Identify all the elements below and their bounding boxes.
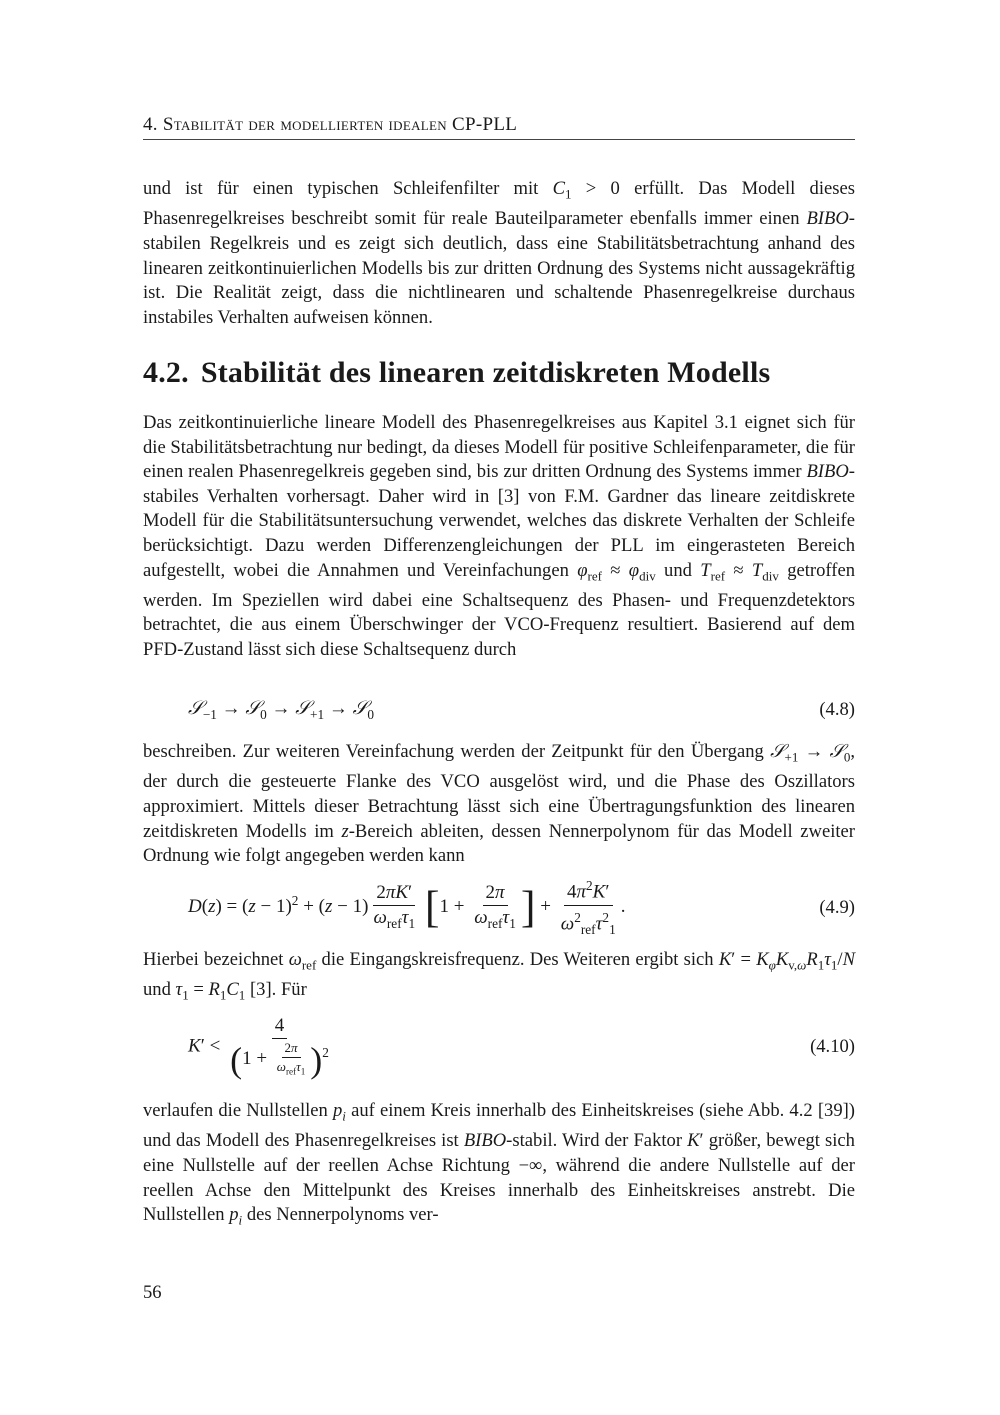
section-number: 4.2. [143,356,189,389]
equation-4-9-number: (4.9) [819,897,855,918]
equation-4-8-body: 𝒮$_{-1}$ → 𝒮$_0$ → 𝒮$_{+1}$ → 𝒮$_0$ [188,698,374,722]
paragraph-4: Hierbei bezeichnet $\omega_{ref}$ die Eingangskreisfrequenz. Des Weiteren ergibt sich $K' = K_\varphi K_{v,\omega}R_1\tau_1/N$ und $\tau_1 = R_1C_1$ [3]. Für [143,949,855,1004]
equation-4-9-body: $D(z) = (z - 1)^2 + (z - 1)$ $\frac{2\pi K'}{\omega_{ref}\tau_1}$ [1 + $\frac{2\pi}{\omega_{ref}\tau_1}$ ] + $\frac{4\pi^2K'}{\omega^2_{ref}\tau^2_1}$ . [188,878,626,937]
equation-4-10-body: K′ < 4 (1 + $\frac{2\pi}{\omega_{ref}\tau_1}$ )$^2$ [188,1014,329,1080]
page-number: 56 [143,1282,162,1303]
header-rule [143,139,855,140]
running-header [143,114,855,136]
equation-4-10 [188,1012,855,1082]
paragraph-1: und ist für einen typischen Schleifenfilter mit $C_1 > 0$ erfüllt. Das Modell dieses Phasenregelkreises beschreibt somit für reale Bauteilparameter ebenfalls immer einen BIBO-stabilen Regelkreis und es zeigt sich deutlich, dass eine Stabilitätsbetrachtung anhand des linearen zeitkontinuierlichen Modells bis zur dritten Ordnung des Systems nicht aussagekräftig ist. Die Realität zeigt, dass die nichtlinearen und schaltende Phasenregelkreise durchaus instabiles Verhalten aufweisen können. [143,178,855,328]
paragraph-3: beschreiben. Zur weiteren Vereinfachung werden der Zeitpunkt für den Übergang 𝒮$_{+1}$ → 𝒮$_0$, der durch die gesteuerte Flanke des VCO ausgelöst wird, und die Phase des Oszillators approximiert. Mittels dieser Betrachtung lässt sich eine Übertragungsfunktion des linearen zeitdiskreten Modells im z-Bereich ableiten, dessen Nennerpolynom für das Modell zweiter Ordnung wie folgt angegeben werden kann [143,741,856,867]
chapter-number: 4. [143,114,158,135]
equation-4-8 [188,698,855,723]
section-title: Stabilität des linearen zeitdiskreten Modells [200,356,771,389]
equation-4-10-number: (4.10) [810,1036,855,1057]
paragraph-2: Das zeitkontinuierliche lineare Modell des Phasenregelkreises aus Kapitel 3.1 eignet sich für die Stabilitätsbetrachtung nur bedingt, da dieses Modell für positive Schleifenparameter, die für einen realen Phasenregelkreis gegeben sind, bis zur dritten Ordnung des Systems immer BIBO-stabiles Verhalten vorhersagt. Daher wird in [3] von F.M. Gardner das lineare zeitdiskrete Modell für die Stabilitätsuntersuchung verwendet, welches das diskrete Verhalten der Schleife berücksichtigt. Dazu werden Differenzengleichungen der PLL im eingerasteten Bereich aufgestellt, wobei die Annahmen und Vereinfachungen $\varphi_{ref} \approx \varphi_{div}$ und $T_{ref} \approx T_{div}$ getroffen werden. Im Speziellen wird dabei eine Schaltsequenz des Phasen- und Frequenzdetektors betrachtet, die aus einem Überschwinger der VCO-Frequenz resultiert. Basierend auf dem PFD-Zustand lässt sich diese Schaltsequenz durch [143,412,856,661]
paragraph-5: verlaufen die Nullstellen $p_i$ auf einem Kreis innerhalb des Einheitskreises (siehe Abb. 4.2 [39]) und das Modell des Phasenregelkreises ist BIBO-stabil. Wird der Faktor K′ größer, bewegt sich eine Nullstelle auf der reellen Achse Richtung −∞, während die andere Nullstelle auf der reellen Achse den Mittelpunkt des Kreises innerhalb des Einheitskreises anstrebt. Die Nullstellen $p_i$ des Nennerpolynoms ver- [143,1100,855,1228]
chapter-title: Stabilität der modellierten idealen CP-PLL [162,114,518,135]
section-heading [143,356,770,390]
page [143,0,855,1415]
equation-4-8-number: (4.8) [819,699,855,721]
equation-4-9 [188,878,855,938]
